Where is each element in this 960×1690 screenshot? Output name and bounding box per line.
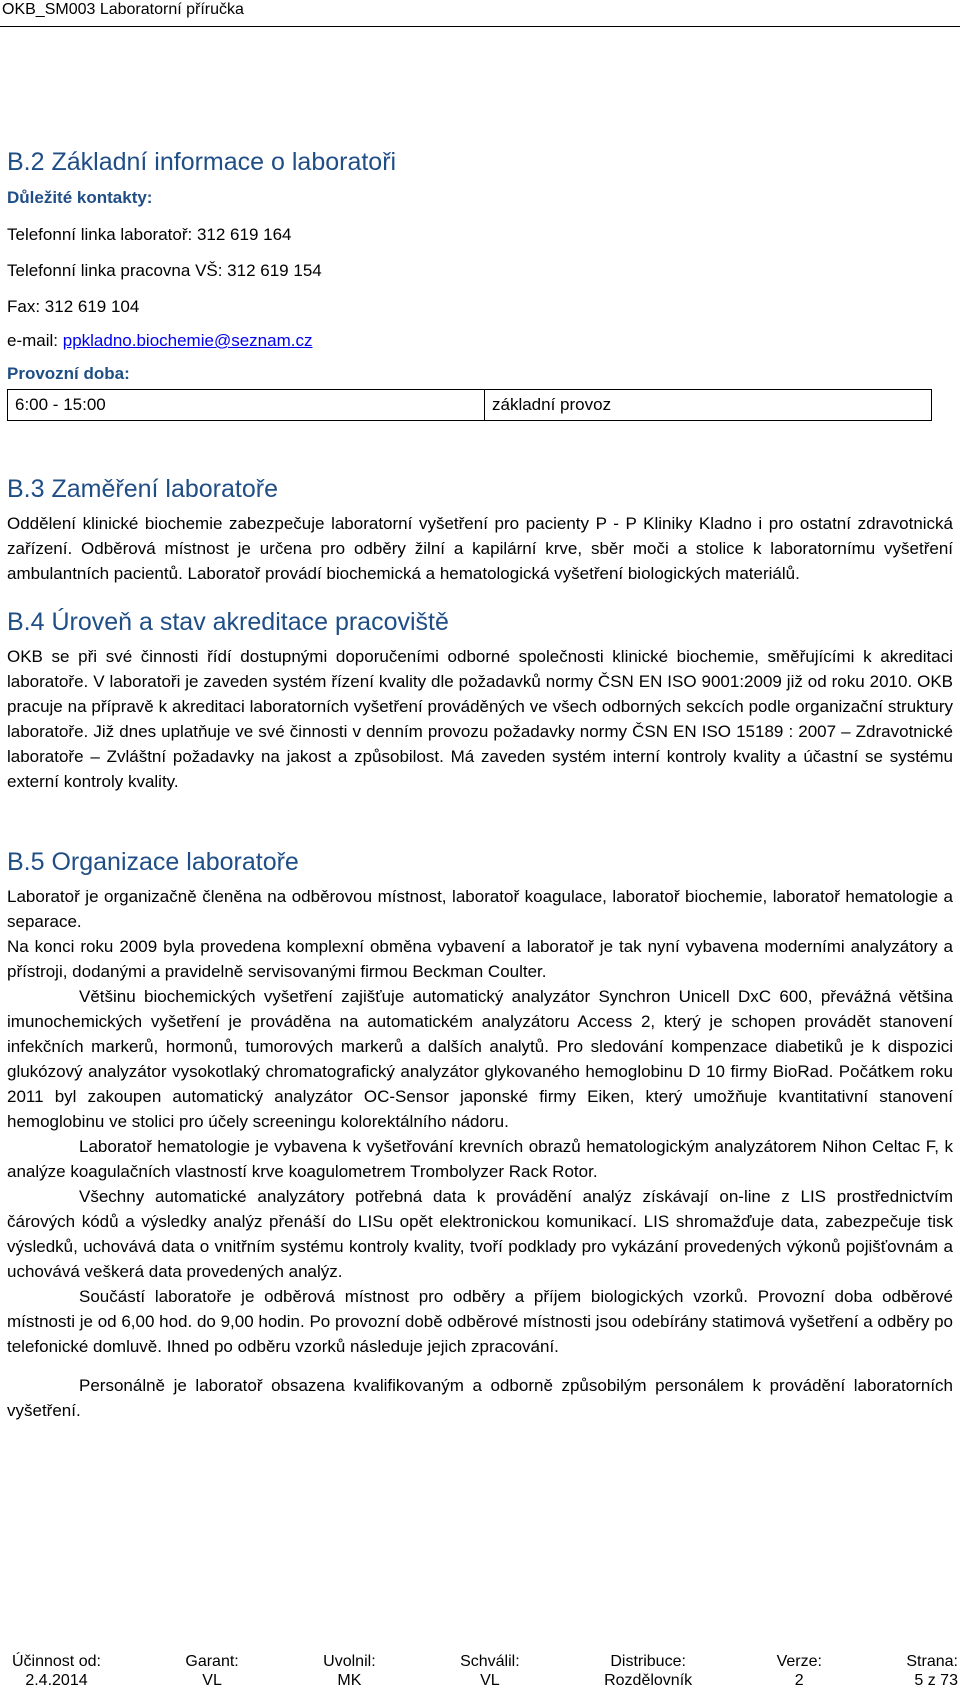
section-b5-paragraph-5: Všechny automatické analyzátory potřebná data k provádění analýz získávají on-line z LIS prostřednictvím čárových kódů a výsledky analýz přenáší do LISu opět elektronickou komunikací. LIS shromažďuje data, zabezpečuje tisk výsledků, uchovává data o vnitřním systému kontroly kvality, tvoří podklady pro vykázání provedených výkonů pojišťovnám a uchovává veškerá data provedených analýz. — [7, 1187, 953, 1281]
section-b4 — [7, 606, 953, 794]
footer-value: 5 z 73 — [914, 1672, 958, 1689]
hours-table — [7, 389, 932, 421]
footer-label: Garant: — [185, 1653, 239, 1670]
footer-value: 2.4.2014 — [25, 1672, 88, 1689]
contacts-label: Důležité kontakty: — [7, 188, 153, 207]
footer-label: Uvolnil: — [323, 1653, 376, 1670]
phone-lab: Telefonní linka laboratoř: 312 619 164 — [7, 225, 292, 244]
footer-label: Strana: — [906, 1653, 958, 1670]
document-header-title: OKB_SM003 Laboratorní příručka — [2, 1, 244, 18]
section-b5-paragraph-4: Laboratoř hematologie je vybavena k vyšetřování krevních obrazů hematologickým analyzátorem Nihon Celtac F, k analýze koagulačních vlastností krve koagulometrem Trombolyzer Rack Rotor. — [7, 1137, 953, 1181]
footer-page — [906, 1652, 958, 1690]
hours-label: Provozní doba: — [7, 364, 130, 383]
footer-value: Rozdělovník — [604, 1672, 693, 1689]
document-footer — [12, 1652, 958, 1690]
footer-guarantor — [185, 1652, 238, 1690]
section-b5-heading: B.5 Organizace laboratoře — [7, 848, 299, 876]
footer-label: Účinnost od: — [12, 1653, 101, 1670]
section-b5-paragraph-1: Laboratoř je organizačně členěna na odběrovou místnost, laboratoř koagulace, laboratoř biochemie, laboratoř hematologie a separace. — [7, 887, 953, 931]
section-b5-paragraph-7: Personálně je laboratoř obsazena kvalifikovaným a odborně způsobilým personálem k provádění laboratorních vyšetření. — [7, 1376, 953, 1420]
email-line — [7, 331, 953, 351]
hours-time: 6:00 - 15:00 — [8, 390, 485, 421]
footer-label: Verze: — [776, 1653, 822, 1670]
fax-number: Fax: 312 619 104 — [7, 297, 140, 316]
section-b3-text: Oddělení klinické biochemie zabezpečuje laboratorní vyšetření pro pacienty P - P Kliniky Kladno i pro ostatní zdravotnická zařízení. Odběrová místnost je určena pro odběry žilní a kapilární krve, sběr moči a stolice k laboratornímu vyšetření ambulantních pacientů. Laboratoř provádí biochemická a hematologická vyšetření biologických materiálů. — [7, 514, 953, 583]
footer-value: MK — [337, 1672, 362, 1689]
section-b4-text: OKB se při své činnosti řídí dostupnými doporučeními odborné společnosti klinické biochemie, směřujícími k akreditaci laboratoře. V laboratoři je zaveden systém řízení kvality dle požadavků normy ČSN EN ISO 9001:2009 již od roku 2010. OKB pracuje na přípravě k akreditaci laboratorních vyšetření prováděných ve všech odborných sekcích podle organizační struktury laboratoře. Již dnes uplatňuje ve své činnosti v denním provozu požadavky normy ČSN EN ISO 15189 : 2007 – Zdravotnické laboratoře – Zvláštní požadavky na jakost a způsobilost. Má zaveden systém interní kontroly kvality a účastní se systému externí kontroly kvality. — [7, 647, 953, 791]
phone-vs: Telefonní linka pracovna VŠ: 312 619 154 — [7, 261, 322, 280]
table-row — [8, 390, 932, 421]
section-b4-heading: B.4 Úroveň a stav akreditace pracoviště — [7, 608, 449, 636]
footer-released — [323, 1652, 375, 1690]
footer-value: VL — [202, 1672, 222, 1689]
footer-value: VL — [480, 1672, 500, 1689]
footer-label: Schválil: — [460, 1653, 520, 1670]
hours-type: základní provoz — [485, 390, 932, 421]
email-prefix: e-mail: — [7, 331, 63, 350]
section-b3-heading: B.3 Zaměření laboratoře — [7, 475, 278, 503]
section-b3 — [7, 473, 953, 586]
footer-effective — [12, 1652, 101, 1690]
section-b5 — [7, 846, 953, 1423]
document-body — [7, 146, 953, 1423]
section-b5-paragraph-6: Součástí laboratoře je odběrová místnost pro odběry a příjem biologických vzorků. Provozní doba odběrové místnosti je od 6,00 hod. do 9,00 hodin. Po provozní době odběrové místnosti jsou odebírány statimová vyšetření a odběry po telefonické domluvě. Ihned po odběru vzorků následuje jejich zpracování. — [7, 1287, 953, 1356]
footer-distribution — [604, 1652, 692, 1690]
footer-version — [777, 1652, 822, 1690]
section-b5-paragraph-3: Většinu biochemických vyšetření zajišťuje automatický analyzátor Synchron Unicell DxC 600, převážná většina imunochemických vyšetření je prováděna na automatickém analyzátoru Access 2, který je schopen provádět stanovení infekčních markerů, hormonů, tumorových markerů a dalších analytů. Pro sledování kompenzace diabetiků je k dispozici glukózový analyzátor vysokotlaký chromatografický analyzátor glykovaného hemoglobinu D 10 firmy BioRad. Počátkem roku 2011 byl zakoupen automatický analyzátor OC-Sensor japonské firmy Eiken, který umožňuje kvantitativní stanovení hemoglobinu ve stolici pro účely screeningu kolorektálního nádoru. — [7, 987, 953, 1131]
footer-approved — [460, 1652, 520, 1690]
footer-value: 2 — [794, 1672, 804, 1689]
email-link[interactable]: ppkladno.biochemie@seznam.cz — [62, 331, 313, 350]
footer-label: Distribuce: — [610, 1653, 686, 1670]
header-divider — [0, 26, 960, 27]
section-b2 — [7, 146, 953, 421]
section-b5-paragraph-2: Na konci roku 2009 byla provedena komplexní obměna vybavení a laboratoř je tak nyní vybavena moderními analyzátory a přístroji, dodanými a pravidelně servisovanými firmou Beckman Coulter. — [7, 937, 953, 981]
section-b2-heading: B.2 Základní informace o laboratoři — [7, 148, 397, 176]
